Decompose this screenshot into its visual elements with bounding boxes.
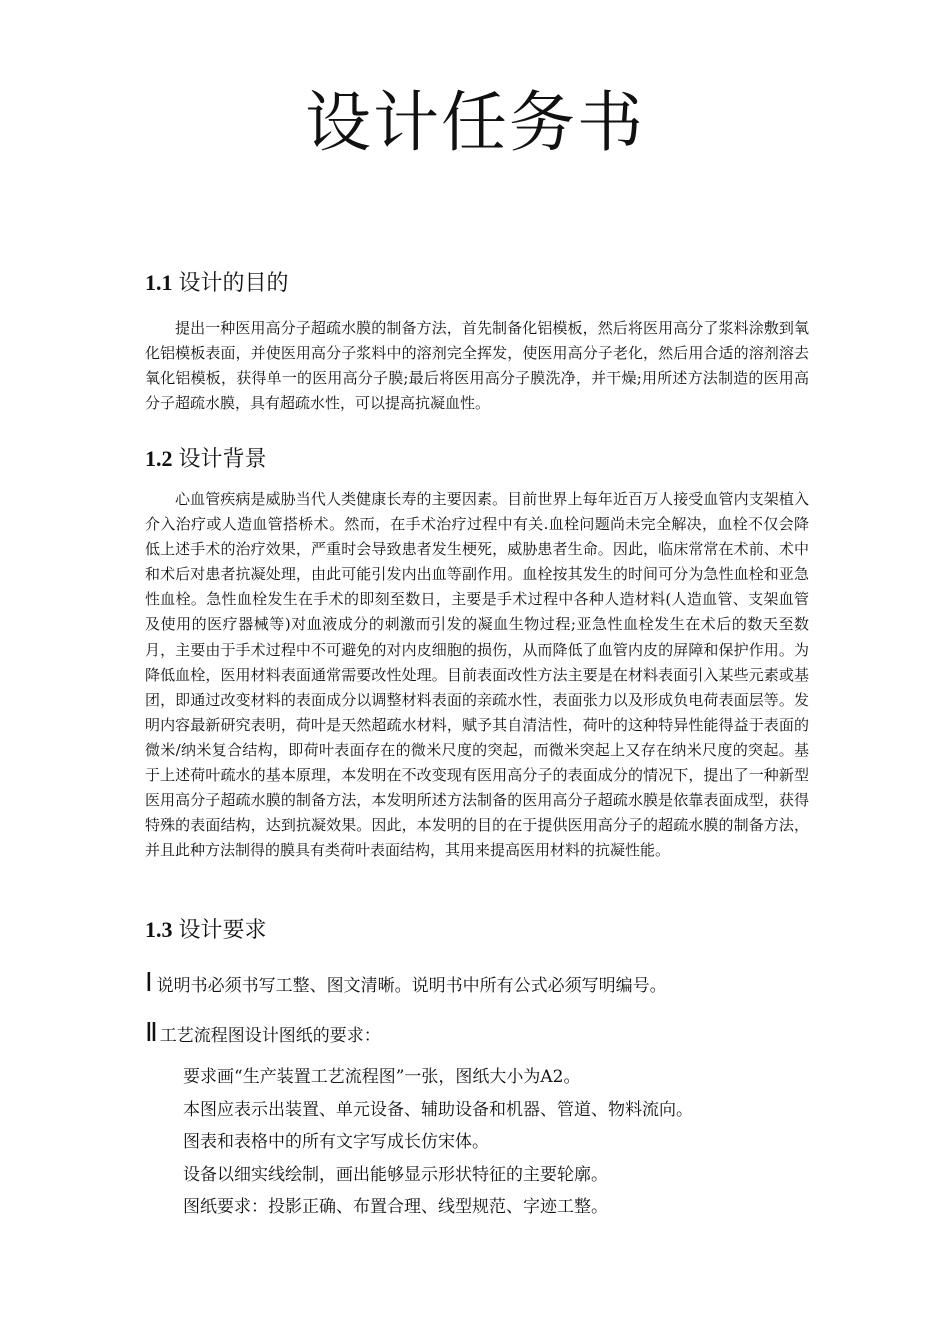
list-item: 要求画“生产装置工艺流程图”一张，图纸大小为A2。	[183, 1067, 581, 1087]
section-title: 设计的目的	[178, 271, 289, 296]
section-title: 设计要求	[178, 918, 267, 943]
section-heading-requirements	[145, 915, 267, 946]
roman-numeral-marker: Ⅰ	[145, 968, 153, 997]
section-paragraph-background: 心血管疾病是威胁当代人类健康长寿的主要因素。目前世界上每年近百万人接受血管内支架植入介入治疗或人造血管搭桥术。然而，在手术治疗过程中有关.血栓问题尚未完全解决，血栓不仅会降低上述手术的治疗效果，严重时会导致患者发生梗死，威胁患者生命。因此，临床常常在术前、术中和术后对患者抗凝处理，由此可能引发内出血等副作用。血栓按其发生的时间可分为急性血栓和亚急性血栓。急性血栓发生在手术的即刻至数日，主要是手术过程中各种人造材料(人造血管、支架血管及使用的医疗器械等)对血液成分的刺激而引发的凝血生物过程;亚急性血栓发生在术后的数天至数月，主要由于手术过程中不可避免的对内皮细胞的损伤，从而降低了血管内皮的屏障和保护作用。为降低血栓，医用材料表面通常需要改性处理。目前表面改性方法主要是在材料表面引入某些元素或基团，即通过改变材料的表面成分以调整材料表面的亲疏水性，表面张力以及形成负电荷表面层等。发明内容最新研究表明，荷叶是天然超疏水材料，赋予其自清洁性，荷叶的这种特异性能得益于表面的微米/纳米复合结构，即荷叶表面存在的微米尺度的突起，而微米突起上又存在纳米尺度的突起。基于上述荷叶疏水的基本原理，本发明在不改变现有医用高分子的表面成分的情况下，提出了一种新型医用高分子超疏水膜的制备方法，本发明所述方法制备的医用高分子超疏水膜是依靠表面成型，获得特殊的表面结构，达到抗凝效果。因此，本发明的目的在于提供医用高分子的超疏水膜的制备方法，并且此种方法制得的膜具有类荷叶表面结构，其用来提高医用材料的抗凝性能。	[145, 490, 809, 860]
drawing-requirements-list	[183, 1061, 693, 1224]
section-number: 1.2	[145, 446, 173, 471]
section-heading-purpose	[145, 268, 289, 299]
list-item: 本图应表示出装置、单元设备、辅助设备和机器、管道、物料流向。	[183, 1099, 693, 1120]
section-number: 1.3	[145, 917, 173, 942]
section-number: 1.1	[145, 270, 173, 295]
roman-numeral-marker: Ⅱ	[145, 1018, 158, 1047]
section-heading-background	[145, 444, 267, 475]
requirement-text: 说明书必须书写工整、图文清晰。说明书中所有公式必须写明编号。	[156, 976, 667, 996]
list-item: 图纸要求：投影正确、布置合理、线型规范、字迹工整。	[183, 1197, 608, 1217]
section-paragraph-purpose: 提出一种医用高分子超疏水膜的制备方法，首先制备化铝模板，然后将医用高分了浆料涂敷到氧化铝模板表面，并使医用高分子浆料中的溶剂完全挥发，使医用高分子老化，然后用合适的溶剂溶去氧化铝模板，获得单一的医用高分子膜;最后将医用高分子膜洗净，并干燥;用所述方法制造的医用高分子超疏水膜，具有超疏水性，可以提高抗凝血性。	[145, 319, 809, 413]
list-item: 设备以细实线绘制，画出能够显示形状特征的主要轮廓。	[183, 1164, 608, 1185]
requirement-item-1	[145, 968, 667, 1001]
document-title: 设计任务书	[305, 84, 645, 161]
requirement-item-2	[145, 1018, 381, 1051]
section-title: 设计背景	[178, 447, 267, 472]
requirement-text: 工艺流程图设计图纸的要求：	[159, 1026, 381, 1046]
list-item: 图表和表格中的所有文字写成长仿宋体。	[183, 1132, 489, 1152]
